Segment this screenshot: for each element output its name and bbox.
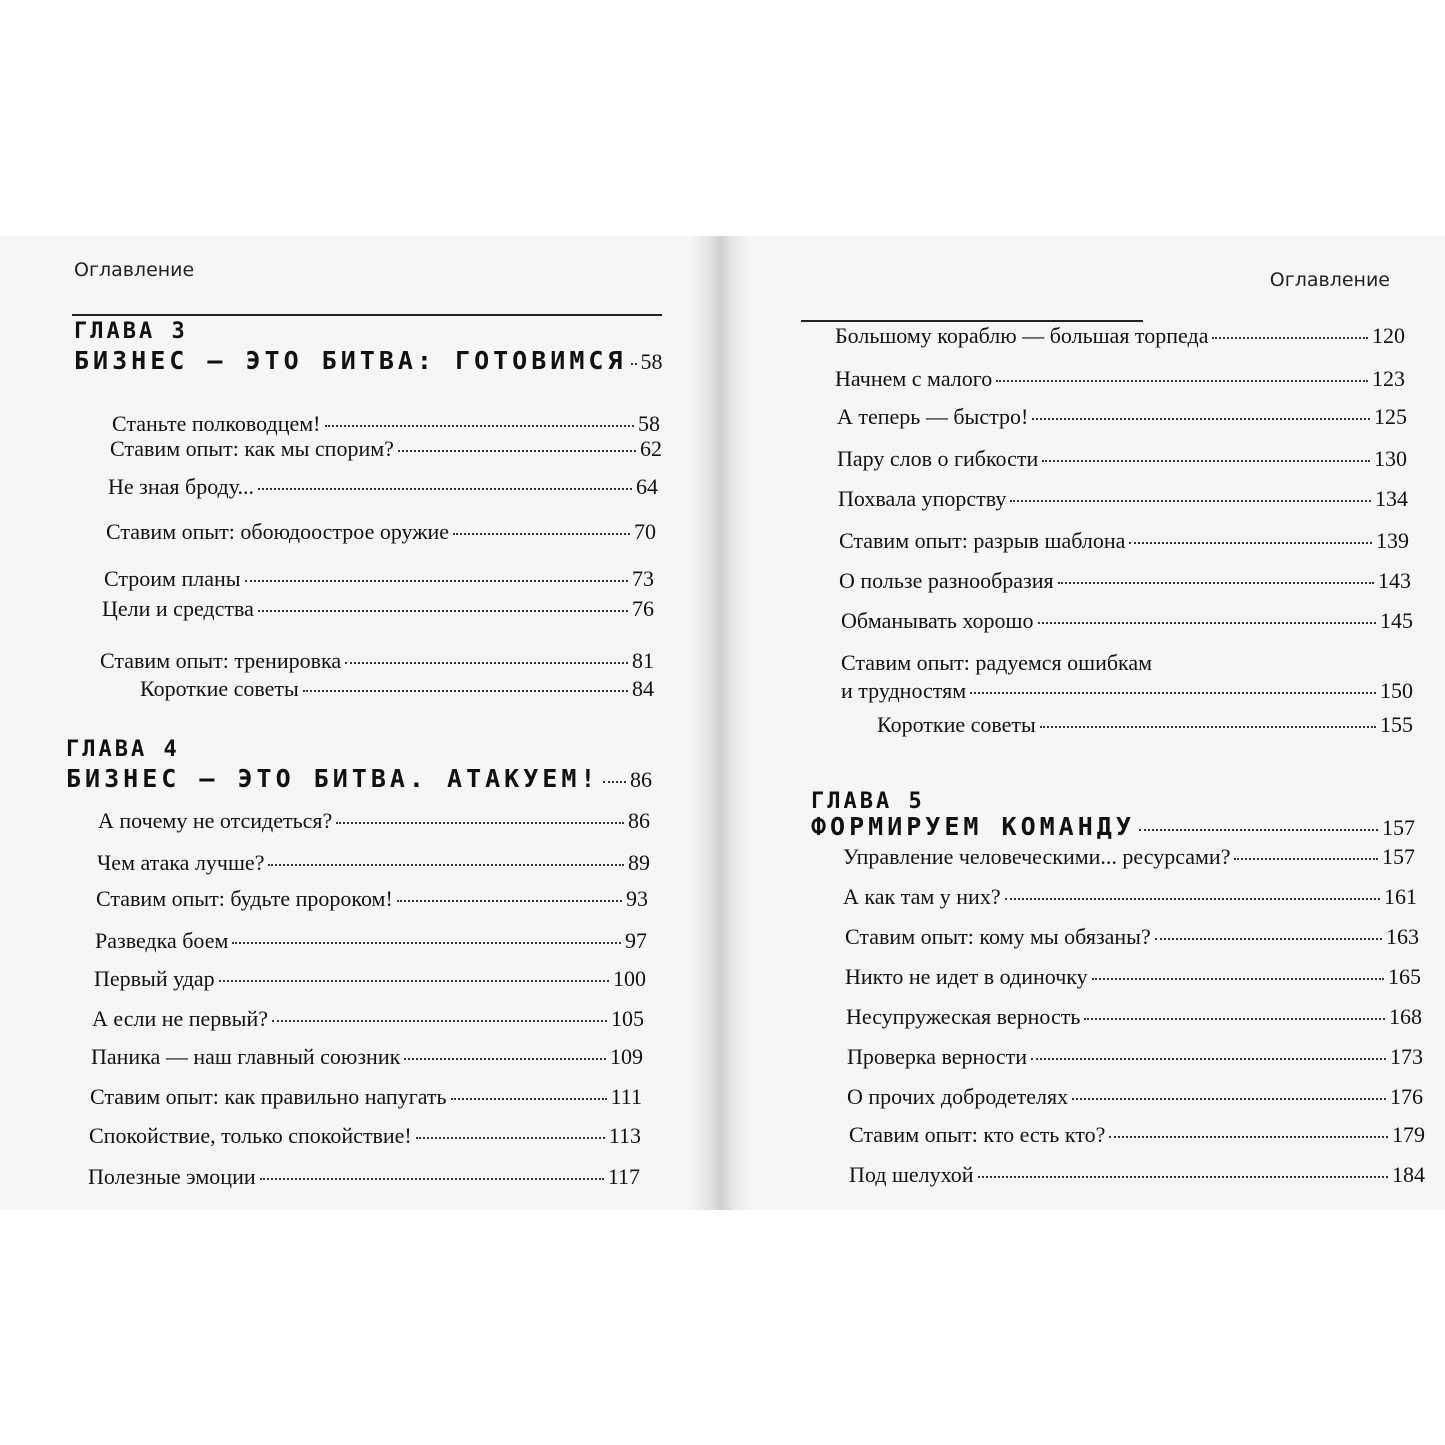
entry-title: Чем атака лучше? — [97, 850, 265, 875]
leader-dots — [1072, 1098, 1386, 1100]
leader-dots — [453, 533, 630, 535]
entry-title: Ставим опыт: как правильно напугать — [90, 1084, 447, 1109]
left-page — [0, 236, 700, 1210]
page-number: 120 — [1372, 323, 1405, 348]
page-number: 111 — [610, 1084, 642, 1109]
chapter-3-title-entry[interactable] — [74, 346, 663, 375]
page-number: 157 — [1382, 844, 1415, 869]
toc-entry[interactable] — [110, 436, 662, 462]
entry-title: Управление человеческими... ресурсами? — [843, 844, 1231, 869]
toc-entry[interactable] — [849, 1162, 1425, 1188]
toc-entry[interactable] — [90, 1084, 642, 1110]
page-number: 58 — [640, 349, 663, 374]
entry-title: Обманывать хорошо — [841, 608, 1034, 633]
page-number: 93 — [626, 886, 648, 911]
page-number: 105 — [611, 1006, 644, 1031]
toc-entry[interactable] — [100, 648, 654, 674]
entry-title: Спокойствие, только спокойствие! — [89, 1123, 412, 1148]
leader-dots — [336, 822, 624, 824]
page-number: 184 — [1392, 1162, 1425, 1187]
leader-dots — [1010, 500, 1371, 502]
toc-entry[interactable] — [88, 1164, 640, 1190]
chapter-4-title: БИЗНЕС — ЭТО БИТВА. АТАКУЕМ! — [66, 764, 600, 793]
toc-entry[interactable] — [98, 808, 650, 834]
entry-title: Ставим опыт: как мы спорим? — [110, 436, 394, 461]
page-number: 58 — [638, 411, 660, 436]
entry-title: О прочих добродетелях — [847, 1084, 1069, 1109]
toc-entry[interactable] — [841, 678, 1413, 704]
toc-entry[interactable] — [89, 1123, 641, 1149]
chapter-3-title: БИЗНЕС — ЭТО БИТВА: ГОТОВИМСЯ — [74, 346, 627, 375]
page-number: 168 — [1389, 1004, 1422, 1029]
leader-dots — [1032, 418, 1370, 420]
toc-entry[interactable] — [841, 608, 1413, 634]
page-number: 81 — [632, 648, 654, 673]
page-number: 84 — [632, 676, 654, 701]
entry-title: Полезные эмоции — [88, 1164, 256, 1189]
toc-entry[interactable] — [837, 404, 1407, 430]
entry-title-line2: и трудностям — [841, 678, 967, 703]
page-number: 173 — [1390, 1044, 1423, 1069]
page-number: 139 — [1376, 528, 1409, 553]
page-number: 176 — [1390, 1084, 1423, 1109]
entry-title-line1[interactable]: Ставим опыт: радуемся ошибкам — [841, 650, 1153, 675]
entry-title: Ставим опыт: тренировка — [100, 648, 342, 673]
leader-dots — [258, 610, 628, 612]
page-number: 109 — [610, 1044, 643, 1069]
toc-entry[interactable] — [845, 924, 1419, 950]
toc-entry[interactable] — [839, 528, 1409, 554]
leader-dots — [272, 1020, 607, 1022]
leader-dots — [258, 488, 632, 490]
toc-entry[interactable] — [91, 1044, 643, 1070]
page-number: 73 — [632, 566, 654, 591]
leader-dots — [970, 692, 1376, 694]
entry-title: А почему не отсидеться? — [98, 808, 333, 833]
entry-title: А если не первый? — [92, 1006, 268, 1031]
toc-entry[interactable] — [839, 568, 1411, 594]
book-spread — [0, 236, 1445, 1210]
toc-entry[interactable] — [837, 446, 1407, 472]
right-page — [745, 236, 1445, 1210]
leader-dots — [219, 980, 609, 982]
toc-entry[interactable] — [96, 886, 648, 912]
page-number: 150 — [1380, 678, 1413, 703]
leader-dots — [1084, 1018, 1385, 1020]
page-number: 165 — [1388, 964, 1421, 989]
chapter-5-label: ГЛАВА 5 — [811, 789, 925, 814]
page-number: 161 — [1384, 884, 1417, 909]
entry-title: Первый удар — [94, 966, 215, 991]
entry-title: Никто не идет в одиночку — [845, 964, 1088, 989]
leader-dots — [1129, 542, 1372, 544]
leader-dots — [232, 942, 621, 944]
toc-entry[interactable] — [835, 323, 1405, 349]
entry-title: Большому кораблю — большая торпеда — [835, 323, 1209, 348]
entry-title: Строим планы — [104, 566, 241, 591]
chapter-5-title: ФОРМИРУЕМ КОМАНДУ — [811, 812, 1135, 841]
chapter-4-title-entry[interactable] — [66, 766, 652, 793]
page-number: 117 — [607, 1164, 640, 1189]
leader-dots — [1139, 829, 1378, 831]
toc-entry[interactable] — [108, 474, 658, 500]
page-number: 157 — [1382, 815, 1415, 840]
toc-entry[interactable] — [140, 676, 654, 702]
page-number: 97 — [625, 928, 647, 953]
entry-title: Несупружеская верность — [846, 1004, 1081, 1029]
toc-entry[interactable] — [835, 366, 1405, 392]
page-number: 130 — [1374, 446, 1407, 471]
page-number: 76 — [632, 596, 654, 621]
leader-dots — [603, 781, 626, 783]
leader-dots — [996, 380, 1368, 382]
entry-title: Станьте полководцем! — [112, 411, 321, 436]
entry-title: А теперь — быстро! — [837, 404, 1029, 429]
toc-entry[interactable] — [849, 1122, 1425, 1148]
header-rule — [72, 314, 662, 316]
leader-dots — [404, 1058, 606, 1060]
leader-dots — [397, 900, 622, 902]
leader-dots — [978, 1176, 1388, 1178]
leader-dots — [1058, 582, 1374, 584]
entry-title: Ставим опыт: кто есть кто? — [849, 1122, 1106, 1147]
leader-dots — [345, 662, 628, 664]
page-number: 163 — [1386, 924, 1419, 949]
leader-dots — [1040, 726, 1376, 728]
page-number: 143 — [1378, 568, 1411, 593]
leader-dots — [631, 363, 637, 365]
entry-title: Ставим опыт: кому мы обязаны? — [845, 924, 1151, 949]
toc-entry[interactable] — [877, 712, 1413, 738]
entry-title: Цели и средства — [102, 596, 254, 621]
leader-dots — [1042, 460, 1370, 462]
leader-dots — [1109, 1136, 1388, 1138]
entry-title: Похвала упорству — [838, 486, 1007, 511]
toc-entry[interactable] — [843, 844, 1415, 870]
toc-entry[interactable] — [838, 486, 1408, 512]
leader-dots — [451, 1098, 607, 1100]
chapter-4-label: ГЛАВА 4 — [66, 737, 180, 762]
toc-entry[interactable] — [843, 884, 1417, 910]
page-number: 155 — [1380, 712, 1413, 737]
leader-dots — [1005, 898, 1380, 900]
leader-dots — [1234, 858, 1378, 860]
toc-entry[interactable] — [112, 411, 660, 437]
toc-entry[interactable] — [92, 1006, 644, 1032]
leader-dots — [325, 425, 635, 427]
page-number: 100 — [613, 966, 646, 991]
leader-dots — [398, 450, 636, 452]
toc-entry[interactable] — [846, 1004, 1422, 1030]
entry-title: А как там у них? — [843, 884, 1001, 909]
leader-dots — [260, 1178, 604, 1180]
entry-title: Проверка верности — [847, 1044, 1028, 1069]
leader-dots — [1038, 622, 1377, 624]
leader-dots — [245, 580, 628, 582]
page-number: 86 — [630, 767, 652, 792]
entry-title: Разведка боем — [95, 928, 229, 953]
header-rule — [801, 320, 1143, 322]
entry-title: Короткие советы — [877, 712, 1036, 737]
toc-entry[interactable] — [102, 596, 654, 622]
entry-title: Ставим опыт: обоюдоострое оружие — [106, 519, 449, 544]
running-head: Оглавление — [74, 259, 195, 281]
entry-title: Ставим опыт: будьте пророком! — [96, 886, 393, 911]
page-number: 62 — [640, 436, 662, 461]
toc-entry[interactable] — [106, 519, 656, 545]
toc-entry[interactable] — [847, 1084, 1423, 1110]
entry-title: Не зная броду... — [108, 474, 255, 499]
entry-title: О пользе разнообразия — [839, 568, 1054, 593]
toc-entry[interactable] — [95, 928, 647, 954]
entry-title: Ставим опыт: разрыв шаблона — [839, 528, 1126, 553]
leader-dots — [1031, 1058, 1386, 1060]
page-number: 113 — [608, 1123, 641, 1148]
page-number: 145 — [1380, 608, 1413, 633]
page-number: 86 — [628, 808, 650, 833]
chapter-3-label: ГЛАВА 3 — [74, 319, 188, 344]
page-number: 89 — [628, 850, 650, 875]
entry-title: Короткие советы — [140, 676, 299, 701]
running-head: Оглавление — [1269, 269, 1390, 291]
page-number: 64 — [636, 474, 658, 499]
page-number: 179 — [1392, 1122, 1425, 1147]
toc-entry[interactable] — [845, 964, 1421, 990]
page-number: 134 — [1375, 486, 1408, 511]
leader-dots — [1155, 938, 1382, 940]
entry-title: Начнем с малого — [835, 366, 993, 391]
leader-dots — [268, 864, 624, 866]
leader-dots — [303, 690, 628, 692]
leader-dots — [1092, 978, 1384, 980]
page-number: 123 — [1372, 366, 1405, 391]
leader-dots — [1212, 337, 1368, 339]
page-number: 125 — [1374, 404, 1407, 429]
chapter-5-title-entry[interactable] — [811, 814, 1415, 841]
toc-entry[interactable] — [94, 966, 646, 992]
entry-title: Под шелухой — [849, 1162, 974, 1187]
toc-entry[interactable] — [847, 1044, 1423, 1070]
toc-entry[interactable] — [104, 566, 654, 592]
entry-title: Пару слов о гибкости — [837, 446, 1039, 471]
page-number: 70 — [634, 519, 656, 544]
toc-entry[interactable] — [97, 850, 650, 876]
leader-dots — [416, 1137, 605, 1139]
entry-title: Паника — наш главный союзник — [91, 1044, 401, 1069]
